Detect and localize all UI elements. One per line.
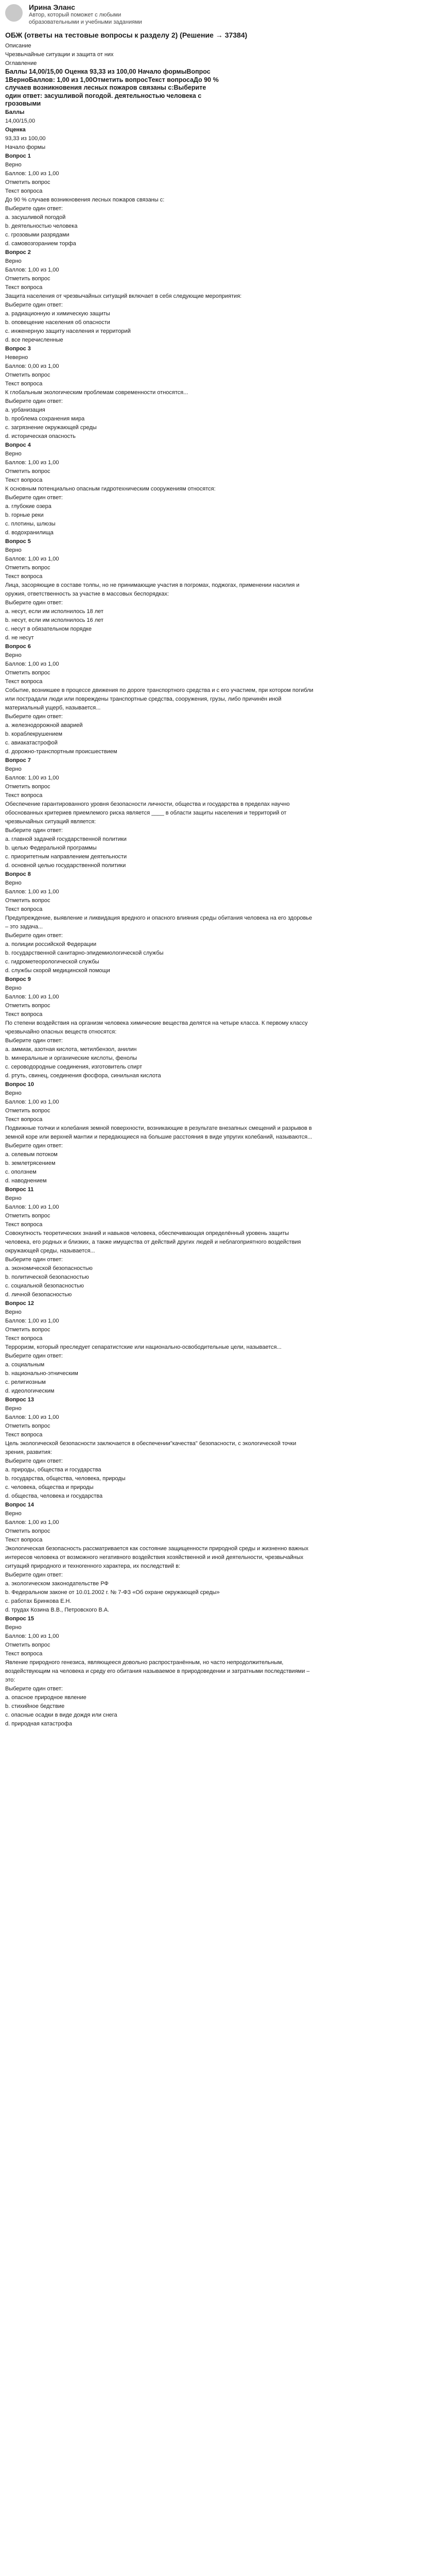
answer-option[interactable]: c. человека, общества и природы — [5, 1484, 94, 1490]
answer-option[interactable]: d. личной безопасностью — [5, 1291, 72, 1298]
answer-option[interactable]: а. полиции российской Федерации — [5, 941, 97, 947]
question-text: Явление природного генезиса, являющееся довольно распространённым, но часто непродолжительным, воздействующим на человека и среду его обитания называемое в природоведении и затратными последствиями – это: — [5, 1659, 310, 1683]
answer-option[interactable]: а. экологическом законодательстве РФ — [5, 1580, 109, 1587]
question-text-label: Текст вопроса — [5, 906, 43, 912]
flag-question-link[interactable]: Отметить вопрос — [5, 669, 50, 676]
answer-option[interactable]: c. плотины, шлюзы — [5, 520, 56, 527]
question-text: До 90 % случаев возникновения лесных пожаров связаны с: — [5, 196, 165, 203]
answer-option[interactable]: b. Федеральном законе от 10.01.2002 г. № 7-ФЗ «Об охране окружающей среды» — [5, 1589, 220, 1596]
answer-option[interactable]: b. государственной санитарно-эпидемиологической службы — [5, 950, 164, 956]
question-text: Подвижные толчки и колебания земной поверхности, возникающие в результате внезапных смещений и разрывов в земной коре или верхней мантии и передающиеся на большие расстояния в виде упругих колебаний, называются... — [5, 1125, 312, 1140]
author-info — [29, 3, 142, 26]
question-status: Верно — [5, 1510, 22, 1517]
flag-question-link[interactable]: Отметить вопрос — [5, 1107, 50, 1114]
answer-option[interactable]: c. гидрометеорологической службы — [5, 958, 99, 965]
grades-value: 14,00/15,00 — [5, 117, 36, 124]
question-score: Баллов: 1,00 из 1,00 — [5, 774, 59, 781]
questions-list — [5, 152, 431, 1728]
answer-option[interactable]: b. государства, общества, человека, природы — [5, 1475, 126, 1482]
question-number: Вопрос 13 — [5, 1396, 34, 1403]
question-status: Верно — [5, 258, 22, 264]
choose-one-answer: Выберите один ответ: — [5, 932, 63, 939]
choose-one-answer: Выберите один ответ: — [5, 1352, 63, 1359]
flag-question-link[interactable]: Отметить вопрос — [5, 468, 50, 474]
question-number: Вопрос 7 — [5, 757, 31, 764]
answer-option[interactable]: а. природы, общества и государства — [5, 1466, 101, 1473]
flag-question-link[interactable]: Отметить вопрос — [5, 1641, 50, 1648]
question-number: Вопрос 8 — [5, 871, 31, 877]
answer-option[interactable]: b. несут, если им исполнилось 16 лет — [5, 617, 103, 623]
question-score: Баллов: 1,00 из 1,00 — [5, 1098, 59, 1105]
question-text-label: Текст вопроса — [5, 792, 43, 799]
question-status: Неверно — [5, 354, 28, 361]
answer-option[interactable]: d. службы скорой медицинской помощи — [5, 967, 110, 974]
question-number: Вопрос 1 — [5, 152, 31, 159]
question-status: Верно — [5, 1624, 22, 1631]
flag-question-link[interactable]: Отметить вопрос — [5, 1212, 50, 1219]
flag-question-link[interactable]: Отметить вопрос — [5, 783, 50, 790]
author-block — [5, 2, 431, 30]
answer-option[interactable]: c. грозовыми разрядами — [5, 231, 69, 238]
question-text-label: Текст вопроса — [5, 678, 43, 685]
answer-option[interactable]: а. социальным — [5, 1361, 45, 1368]
question-status: Верно — [5, 1090, 22, 1096]
question-text: По степени воздействия на организм человека химические вещества делятся на четыре класса. К первому классу чрезвычайно опасных веществ относятся: — [5, 1020, 308, 1035]
answer-option[interactable]: b. оповещение населения об опасности — [5, 319, 110, 326]
answer-option[interactable]: d. все перечисленные — [5, 336, 63, 343]
question-number: Вопрос 6 — [5, 643, 31, 650]
question-status: Верно — [5, 1309, 22, 1315]
question-score: Баллов: 1,00 из 1,00 — [5, 1414, 59, 1420]
question-text: Защита населения от чрезвычайных ситуаций включает в себя следующие мероприятия: — [5, 293, 242, 299]
flag-question-link[interactable]: Отметить вопрос — [5, 1002, 50, 1009]
mark-label: Оценка — [5, 126, 26, 133]
answer-option[interactable]: b. деятельностью человека — [5, 223, 78, 229]
answer-option[interactable]: c. авиакатастрофой — [5, 739, 58, 746]
answer-option[interactable]: d. не несут — [5, 634, 34, 641]
question-status: Верно — [5, 652, 22, 658]
answer-option[interactable]: d. идеологическим — [5, 1387, 55, 1394]
question-score: Баллов: 1,00 из 1,00 — [5, 170, 59, 177]
question-text: Цель экологической безопасности заключается в обеспечении"качества" безопасности, с экологической точки зрения, развития: — [5, 1440, 297, 1455]
question-text-label: Текст вопроса — [5, 1650, 43, 1657]
answer-option[interactable]: а. аммиак, азотная кислота, метилбензол, анилин — [5, 1046, 137, 1053]
answer-option[interactable]: c. инженерную защиту населения и территорий — [5, 328, 131, 334]
author-avatar — [5, 4, 23, 22]
choose-one-answer: Выберите один ответ: — [5, 1256, 63, 1263]
flag-question-link[interactable]: Отметить вопрос — [5, 179, 50, 185]
question-status: Верно — [5, 450, 22, 457]
answer-option[interactable]: d. дорожно-транспортным происшествием — [5, 748, 117, 755]
question-text-label: Текст вопроса — [5, 188, 43, 194]
flag-question-link[interactable]: Отметить вопрос — [5, 1422, 50, 1429]
choose-one-answer: Выберите один ответ: — [5, 1685, 63, 1692]
flag-question-link[interactable]: Отметить вопрос — [5, 371, 50, 378]
question-text-label: Текст вопроса — [5, 284, 43, 291]
question-status: Верно — [5, 161, 22, 168]
answer-option[interactable]: d. природная катастрофа — [5, 1720, 72, 1727]
author-description: Автор, который поможет с любыми образовательными и учебными заданиями — [29, 12, 142, 25]
answer-option[interactable]: b. политической безопасностью — [5, 1274, 89, 1280]
description-label: Описание — [5, 43, 31, 49]
summary-text: Баллы 14,00/15,00 Оценка 93,33 из 100,00 Начало формыВопрос 1ВерноБаллов: 1,00 из 1,00Отметить вопросТекст вопросаДо 90 % случаев возникновения лесных пожаров связаны с:Выберите один ответ: засушливой погодой. деятельностью человека с грозовыми — [5, 68, 219, 107]
answer-option[interactable]: d. водохранилища — [5, 529, 54, 536]
question-score: Баллов: 1,00 из 1,00 — [5, 660, 59, 667]
answer-option[interactable]: а. несут, если им исполнилось 18 лет — [5, 608, 103, 615]
answer-option[interactable]: c. социальной безопасностью — [5, 1282, 84, 1289]
question-score: Баллов: 1,00 из 1,00 — [5, 1317, 59, 1324]
choose-one-answer: Выберите один ответ: — [5, 599, 63, 606]
question-text-label: Текст вопроса — [5, 1221, 43, 1228]
author-name[interactable]: Ирина Эланс — [29, 3, 75, 11]
answer-option[interactable]: а. железнодорожной аварией — [5, 722, 83, 728]
answer-option[interactable]: d. общества, человека и государства — [5, 1493, 103, 1499]
answer-option[interactable]: d. историческая опасность — [5, 433, 76, 439]
choose-one-answer: Выберите один ответ: — [5, 301, 63, 308]
toc-label: Оглавление — [5, 60, 37, 66]
question-text-label: Текст вопроса — [5, 1011, 43, 1018]
question-score: Баллов: 0,00 из 1,00 — [5, 363, 59, 369]
answer-option[interactable]: c. религиозным — [5, 1379, 46, 1385]
answer-option[interactable]: b. проблема сохранения мира — [5, 415, 85, 422]
answer-option[interactable]: c. несут в обязательном порядке — [5, 625, 92, 632]
question-text: К глобальным экологическим проблемам современности относятся... — [5, 389, 188, 396]
answer-option[interactable]: c. приоритетным направлением деятельности — [5, 853, 127, 860]
answer-option[interactable]: d. наводнением — [5, 1177, 47, 1184]
question-text: Экологическая безопасность рассматривается как состояние защищенности природной среды и жизненно важных интересов человека от возможного негативного воздействия хозяйственной и иной деятельности, чрезвычайных ситуаций природного и техногенного характера, их последствий в: — [5, 1545, 309, 1569]
question-score: Баллов: 1,00 из 1,00 — [5, 1204, 59, 1210]
answer-option[interactable]: b. землетрясением — [5, 1160, 56, 1166]
form-start: Начало формы — [5, 144, 46, 150]
answer-option[interactable]: c. оползнем — [5, 1168, 37, 1175]
question-text: Совокупность теоретических знаний и навыков человека, обеспечивающая определённый уровень защиты человека, его родных и близких, а также имущества от действий других людей и неблагоприятного воздействия окружающей среды, называется... — [5, 1230, 301, 1254]
answer-option[interactable]: c. работах Бринкова Е.Н. — [5, 1598, 72, 1604]
answer-option[interactable]: b. целью Федеральной программы — [5, 844, 97, 851]
question-text: К основным потенциально опасным гидротехническим сооружениям относятся: — [5, 485, 216, 492]
answer-option[interactable]: а. засушливой погодой — [5, 214, 66, 221]
answer-option[interactable]: d. основной целью государственной политики — [5, 862, 126, 869]
question-score: Баллов: 1,00 из 1,00 — [5, 1633, 59, 1639]
answer-option[interactable]: b. стихийное бедствие — [5, 1703, 65, 1709]
question-status: Верно — [5, 1195, 22, 1201]
choose-one-answer: Выберите один ответ: — [5, 713, 63, 720]
question-score: Баллов: 1,00 из 1,00 — [5, 993, 59, 1000]
choose-one-answer: Выберите один ответ: — [5, 1142, 63, 1149]
question-text: Событие, возникшее в процессе движения по дороге транспортного средства и с его участием, при котором погибли или пострадали люди или повреждены транспортные средства, сооружения, грузы, либо причинён иной материальный ущерб, называется... — [5, 687, 313, 711]
answer-option[interactable]: c. сероводородные соединения, изготовитель спирт — [5, 1063, 143, 1070]
page-title: ОБЖ (ответы на тестовые вопросы к разделу 2) (Решение → 37384) — [5, 31, 248, 39]
answer-option[interactable]: b. национально-этническим — [5, 1370, 78, 1377]
question-text-label: Текст вопроса — [5, 1116, 43, 1123]
question-text: Предупреждение, выявление и ликвидация вредного и опасного влияния среды обитания человека на его здоровье – это задача... — [5, 914, 312, 930]
answer-option[interactable]: а. урбанизация — [5, 406, 45, 413]
question-number: Вопрос 4 — [5, 442, 31, 448]
question-status: Верно — [5, 547, 22, 553]
choose-one-answer: Выберите один ответ: — [5, 1458, 63, 1464]
answer-option[interactable]: b. горные реки — [5, 512, 44, 518]
question-text: Терроризм, который преследует сепаратистские или национально-освободительные цели, называется... — [5, 1344, 282, 1350]
answer-option[interactable]: d. трудах Козина В.В., Петровского В.А. — [5, 1606, 110, 1613]
answer-option[interactable]: d. ртуть, свинец, соединения фосфора, синильная кислота — [5, 1072, 161, 1079]
flag-question-link[interactable]: Отметить вопрос — [5, 1528, 50, 1534]
grades-label: Баллы — [5, 109, 25, 115]
question-text-label: Текст вопроса — [5, 1536, 43, 1543]
question-score: Баллов: 1,00 из 1,00 — [5, 888, 59, 895]
choose-one-answer: Выберите один ответ: — [5, 1571, 63, 1578]
question-number: Вопрос 12 — [5, 1300, 34, 1307]
choose-one-answer: Выберите один ответ: — [5, 1037, 63, 1044]
answer-option[interactable]: а. главной задачей государственной политики — [5, 836, 127, 842]
answer-option[interactable]: d. самовозгоранием торфа — [5, 240, 76, 247]
question-text-label: Текст вопроса — [5, 1431, 43, 1438]
question-number: Вопрос 14 — [5, 1501, 34, 1508]
question-number: Вопрос 10 — [5, 1081, 34, 1088]
choose-one-answer: Выберите один ответ: — [5, 494, 63, 501]
choose-one-answer: Выберите один ответ: — [5, 827, 63, 834]
mark-value: 93,33 из 100,00 — [5, 135, 46, 142]
question-text-label: Текст вопроса — [5, 477, 43, 483]
answer-option[interactable]: b. кораблекрушением — [5, 731, 63, 737]
answer-option[interactable]: c. опасные осадки в виде дождя или снега — [5, 1711, 117, 1718]
question-text: Обеспечение гарантированного уровня безопасности личности, общества и государства в пределах научно обоснованных критериев приемлемого риска является ____ в области защиты населения и территорий от чрезвычайных ситуаций является: — [5, 801, 290, 825]
question-score: Баллов: 1,00 из 1,00 — [5, 266, 59, 273]
flag-question-link[interactable]: Отметить вопрос — [5, 564, 50, 571]
question-score: Баллов: 1,00 из 1,00 — [5, 555, 59, 562]
answer-option[interactable]: а. радиационную и химическую защиты — [5, 310, 110, 317]
question-score: Баллов: 1,00 из 1,00 — [5, 459, 59, 466]
answer-option[interactable]: а. опасное природное явление — [5, 1694, 86, 1701]
flag-question-link[interactable]: Отметить вопрос — [5, 897, 50, 904]
question-status: Верно — [5, 766, 22, 772]
answer-option[interactable]: а. селевым потоком — [5, 1151, 58, 1158]
question-text: Лица, засоряющие в составе толпы, но не принимающие участия в погромах, поджогах, применении насилия и оружия, ответственность за участие в массовых беспорядках: — [5, 582, 300, 597]
question-status: Верно — [5, 1405, 22, 1412]
question-text-label: Текст вопроса — [5, 1335, 43, 1342]
question-number: Вопрос 5 — [5, 538, 31, 545]
question-number: Вопрос 3 — [5, 345, 31, 352]
description-value: Чрезвычайные ситуации и защита от них — [5, 52, 114, 58]
question-status: Верно — [5, 879, 22, 886]
question-number: Вопрос 11 — [5, 1186, 34, 1193]
answer-option[interactable]: c. загрязнение окружающей среды — [5, 424, 97, 431]
question-status: Верно — [5, 985, 22, 991]
answer-option[interactable]: b. минеральные и органические кислоты, фенолы — [5, 1055, 137, 1061]
flag-question-link[interactable]: Отметить вопрос — [5, 1326, 50, 1333]
choose-one-answer: Выберите один ответ: — [5, 398, 63, 404]
answer-option[interactable]: а. экономической безопасностью — [5, 1265, 93, 1272]
question-number: Вопрос 15 — [5, 1615, 34, 1622]
answer-option[interactable]: а. глубокие озера — [5, 503, 51, 510]
question-text-label: Текст вопроса — [5, 573, 43, 580]
question-number: Вопрос 2 — [5, 249, 31, 256]
question-number: Вопрос 9 — [5, 976, 31, 982]
question-text-label: Текст вопроса — [5, 380, 43, 387]
flag-question-link[interactable]: Отметить вопрос — [5, 275, 50, 282]
question-score: Баллов: 1,00 из 1,00 — [5, 1519, 59, 1526]
choose-one-answer: Выберите один ответ: — [5, 205, 63, 212]
